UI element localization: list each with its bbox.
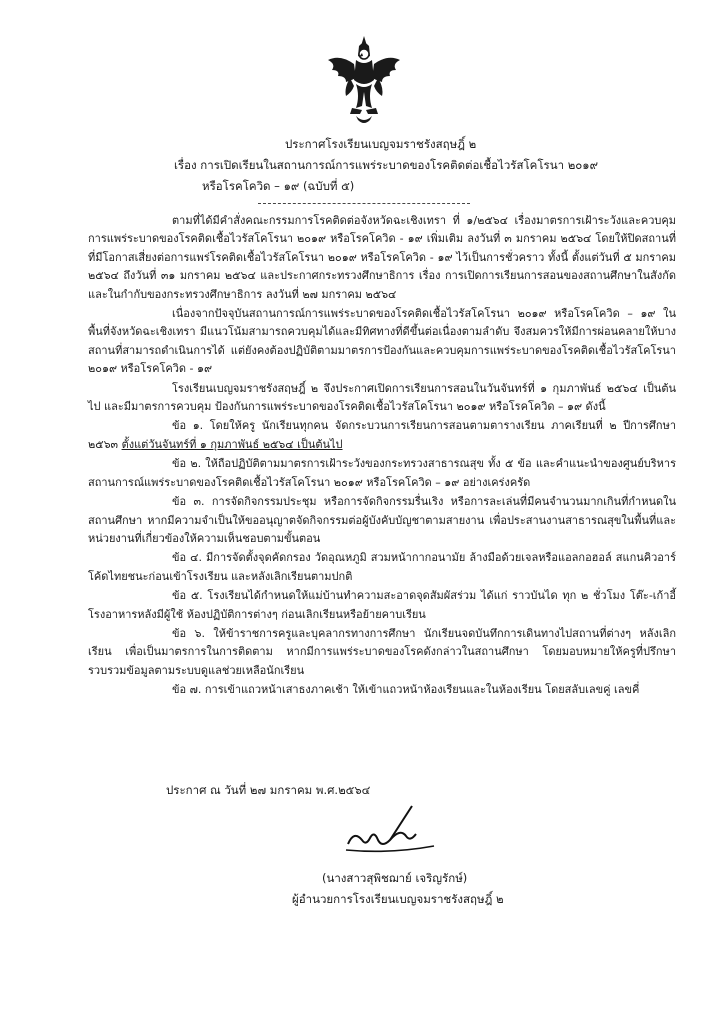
garuda-emblem-icon (326, 34, 402, 126)
announcement-body (88, 212, 676, 701)
paragraph: โรงเรียนเบญจมราชรังสฤษฎิ์ ๒ จึงประกาศเปิดการเรียนการสอนในวันจันทร์ที่ ๑ กุมภาพันธ์ ๒๕๖๔ เป็นต้นไป และมีมาตรการควบคุม ป้องกันการแพร่ระบาดของโรคติดเชื้อไวรัสโคโรนา ๒๐๑๙ หรือโรคโควิด – ๑๙ ดังนี้ (88, 381, 676, 414)
list-item: ข้อ ๗. การเข้าแถวหน้าเสาธงภาคเช้า ให้เข้าแถวหน้าห้องเรียนและในห้องเรียน โดยสลับเลขคู่ เลขคี่ (172, 683, 640, 697)
effective-date: ตั้งแต่วันจันทร์ที่ ๑ กุมภาพันธ์ ๒๕๖๔ เป็นต้นไป (121, 437, 343, 451)
list-item: ข้อ ๕. โรงเรียนได้กำหนดให้แม่บ้านทำความสะอาดจุดสัมผัสร่วม ได้แก่ ราวบันได ทุก ๒ ชั่วโมง โต๊ะ-เก้าอี้โรงอาหารหลังมีผู้ใช้ ห้องปฏิบัติการต่างๆ ก่อนเลิกเรียนหรือย้ายคาบเรียน (88, 589, 676, 621)
signatory-position: ผู้อำนวยการโรงเรียนเบญจมราชรังสฤษฎิ์ ๒ (292, 892, 504, 906)
announcement-subject: เรื่อง การเปิดเรียนในสถานการณ์การแพร่ระบาดของโรคติดต่อเชื้อไวรัสโคโรนา ๒๐๑๙ (174, 158, 599, 172)
announcement-title: ประกาศโรงเรียนเบญจมราชรังสฤษฎิ์ ๒ (285, 137, 477, 151)
list-item: ข้อ ๔. มีการจัดตั้งจุดคัดกรอง วัดอุณหภูมิ สวมหน้ากากอนามัย ล้างมือด้วยเจลหรือแอลกอฮอล์ สแกนคิวอาร์โค้ดไทยชนะก่อนเข้าโรงเรียน และหลังเลิกเรียนตามปกติ (88, 551, 676, 583)
signatory-name: (นางสาวสุพิชฌาย์ เจริญรักษ์) (322, 871, 468, 885)
announcement-date: ประกาศ ณ วันที่ ๒๗ มกราคม พ.ศ.๒๕๖๔ (166, 783, 371, 797)
list-item: ข้อ ๒. ให้ถือปฏิบัติตามมาตรการเฝ้าระวังของกระทรวงสาธารณสุข ทั้ง ๕ ข้อ และคำแนะนำของศูนย์บริหารสถานการณ์แพร่ระบาดของโรคติดเชื้อไวรัสโคโรนา ๒๐๑๙ หรือโรคโควิด – ๑๙ อย่างเคร่งครัด (88, 457, 676, 489)
list-item: ข้อ ๖. ให้ข้าราชการครูและบุคลากรทางการศึกษา นักเรียนจดบันทึกการเดินทางไปสถานที่ต่างๆ หลังเลิกเรียน เพื่อเป็นมาตรการในการติดตาม หากมีการแพร่ระบาดของโรคดังกล่าวในสถานศึกษา โดยมอบหมายให้ครูที่ปรึกษารวบรวมข้อมูลตามระบบดูแลช่วยเหลือนักเรียน (88, 626, 676, 677)
list-item: ข้อ ๓. การจัดกิจกรรมประชุม หรือการจัดกิจกรรมรื่นเริง หรือการละเล่นที่มีคนจำนวนมากเกินที่กำหนดในสถานศึกษา หากมีความจำเป็นให้ขออนุญาตจัดกิจกรรมต่อผู้บังคับบัญชาตามสายงาน เพื่อประสานงานสาธารณสุขในพื้นที่และหน่วยงานที่เกี่ยวข้องให้ความเห็นชอบตามขั้นตอน (88, 495, 676, 545)
paragraph: ตามที่ได้มีคำสั่งคณะกรรมการโรคติดต่อจังหวัดฉะเชิงเทรา ที่ ๑/๒๕๖๔ เรื่องมาตรการเฝ้าระวังและควบคุมการแพร่ระบาดของโรคติดเชื้อไวรัสโคโรนา ๒๐๑๙ หรือโรคโควิด - ๑๙ เพิ่มเติม ลงวันที่ ๓ มกราคม ๒๕๖๔ โดยให้ปิดสถานที่ที่มีโอกาสเสี่ยงต่อการแพร่โรคติดเชื้อไวรัสโคโรนา ๒๐๑๙ หรือโรคโควิด - ๑๙ ไว้เป็นการชั่วคราว ทั้งนี้ ตั้งแต่วันที่ ๕ มกราคม ๒๕๖๔ ถึงวันที่ ๓๑ มกราคม ๒๕๖๔ และประกาศกระทรวงศึกษาธิการ เรื่อง การเปิดการเรียนการสอนของสถานศึกษาในสังกัดและในกำกับของกระทรวงศึกษาธิการ ลงวันที่ ๒๗ มกราคม ๒๕๖๔ (88, 214, 676, 301)
paragraph: เนื่องจากปัจจุบันสถานการณ์การแพร่ระบาดของโรคติดเชื้อไวรัสโคโรนา ๒๐๑๙ หรือโรคโควิด – ๑๙ ในพื้นที่จังหวัดฉะเชิงเทรา มีแนวโน้มสามารถควบคุมได้และมีทิศทางที่ดีขึ้นต่อเนื่องตามลำดับ จึงสมควรให้มีการผ่อนคลายให้บางสถานที่สามารถดำเนินการได้ แต่ยังคงต้องปฏิบัติตามมาตรการป้องกันและควบคุมการแพร่ระบาดของโรคติดเชื้อไวรัสโคโรนา ๒๐๑๙ หรือโรคโควิด - ๑๙ (88, 307, 676, 376)
list-item (88, 417, 676, 454)
item-text: ข้อ ๑. โดยให้ครู นักเรียนทุกคน จัดกระบวนการเรียนการสอนตามตารางเรียน ภาคเรียนที่ ๒ ปีการศึกษา ๒๕๖๓ (88, 419, 676, 451)
header-divider (258, 203, 470, 204)
signature-image (340, 800, 440, 860)
announcement-subject-cont: หรือโรคโควิด – ๑๙ (ฉบับที่ ๕) (202, 179, 355, 193)
